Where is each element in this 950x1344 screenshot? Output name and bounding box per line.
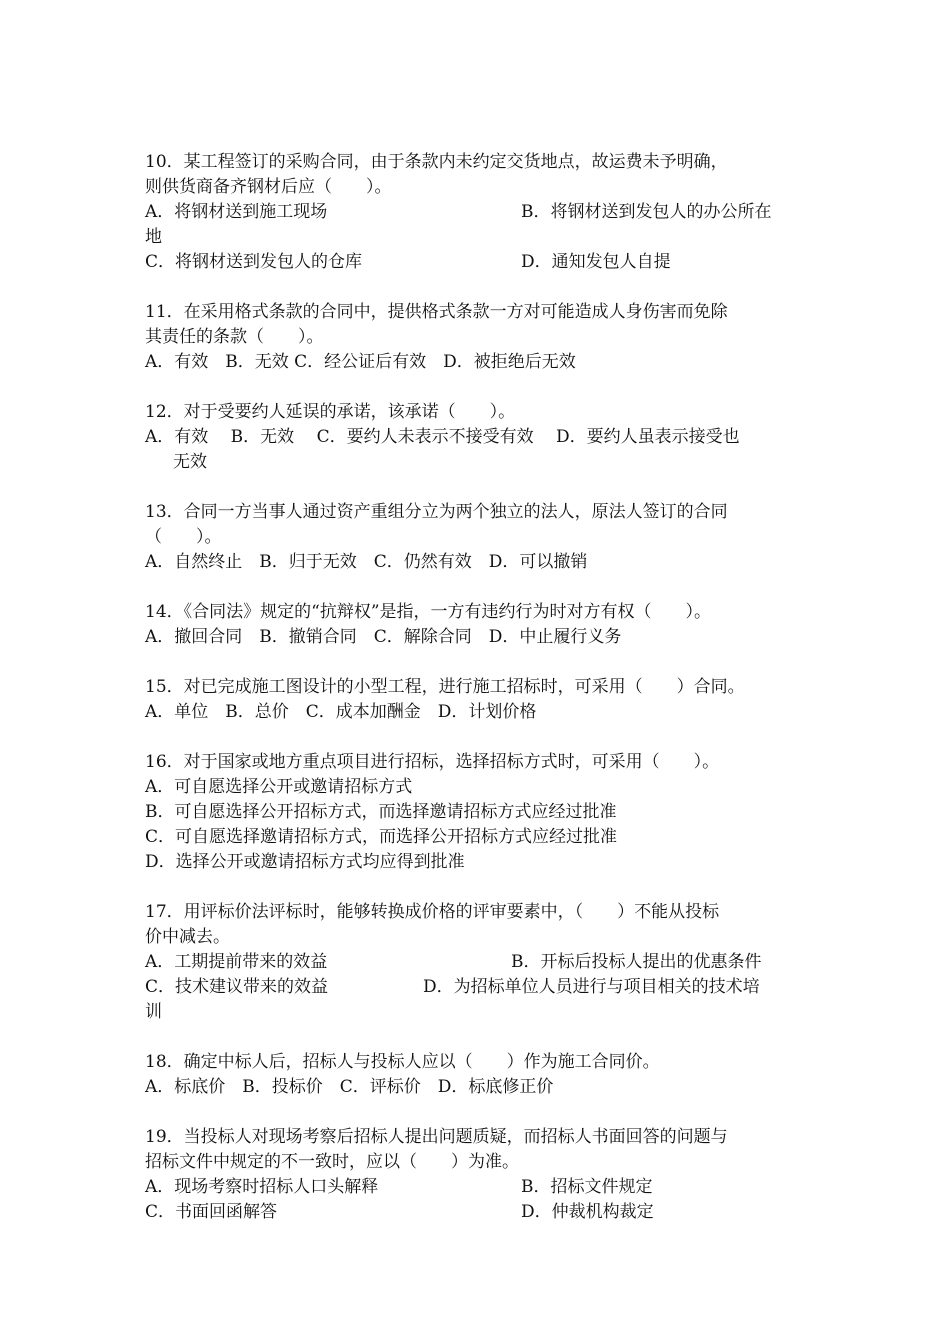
question-12-options-continued: 无效 <box>173 452 207 472</box>
question-17-stem-line-2: 价中减去。 <box>145 927 230 947</box>
question-17-stem-line-1: 17．用评标价法评标时，能够转换成价格的评审要素中，（ ）不能从投标 <box>145 902 720 922</box>
question-10-stem-line-1: 10．某工程签订的采购合同，由于条款内未约定交货地点，故运费未予明确， <box>145 152 728 172</box>
question-13 <box>145 500 810 575</box>
question-19-option-a: A．现场考察时招标人口头解释 <box>145 1177 379 1197</box>
question-19 <box>145 1125 810 1225</box>
question-12-stem-line-1: 12．对于受要约人延误的承诺，该承诺（ ）。 <box>145 402 516 422</box>
question-11-options: A．有效 B．无效 C．经公证后有效 D．被拒绝后无效 <box>145 352 576 372</box>
question-13-stem-line-1: 13．合同一方当事人通过资产重组分立为两个独立的法人，原法人签订的合同 <box>145 502 728 522</box>
question-19-option-c: C．书面回函解答 <box>145 1202 278 1222</box>
question-15 <box>145 675 810 725</box>
question-17-option-d: D．为招标单位人员进行与项目相关的技术培 <box>423 977 760 997</box>
question-19-options-cd <box>145 1200 810 1225</box>
question-17-option-c: C．技术建议带来的效益 <box>145 977 329 997</box>
question-16-option-c: C．可自愿选择邀请招标方式，而选择公开招标方式应经过批准 <box>145 827 618 847</box>
question-list <box>145 150 810 1225</box>
question-17-options-cd <box>145 975 810 1000</box>
question-14 <box>145 600 810 650</box>
question-10-option-a: A．将钢材送到施工现场 <box>145 202 328 222</box>
question-19-stem-line-1: 19．当投标人对现场考察后招标人提出问题质疑，而招标人书面回答的问题与 <box>145 1127 728 1147</box>
question-17 <box>145 900 810 1025</box>
question-14-options: A．撤回合同 B．撤销合同 C．解除合同 D．中止履行义务 <box>145 627 622 647</box>
question-16-option-a: A．可自愿选择公开或邀请招标方式 <box>145 777 413 797</box>
question-10-options-ab <box>145 200 810 225</box>
question-19-options-ab <box>145 1175 810 1200</box>
question-15-options: A．单位 B．总价 C．成本加酬金 D．计划价格 <box>145 702 537 722</box>
question-10-options-cd <box>145 250 810 275</box>
question-19-stem-line-2: 招标文件中规定的不一致时，应以（ ）为准。 <box>145 1152 519 1172</box>
question-12 <box>145 400 810 475</box>
question-10-option-d: D．通知发包人自提 <box>521 252 671 272</box>
question-10-option-c: C．将钢材送到发包人的仓库 <box>145 252 363 272</box>
question-16-stem-line-1: 16．对于国家或地方重点项目进行招标，选择招标方式时，可采用（ ）。 <box>145 752 720 772</box>
question-10-option-b: B．将钢材送到发包人的办公所在 <box>521 202 772 222</box>
question-17-options-ab <box>145 950 810 975</box>
question-17-option-b: B．开标后投标人提出的优惠条件 <box>511 952 762 972</box>
question-15-stem-line-1: 15．对已完成施工图设计的小型工程，进行施工招标时，可采用（ ）合同。 <box>145 677 745 697</box>
question-19-option-b: B．招标文件规定 <box>521 1177 653 1197</box>
question-13-options: A．自然终止 B．归于无效 C．仍然有效 D．可以撤销 <box>145 552 588 572</box>
question-16-option-d: D．选择公开或邀请招标方式均应得到批准 <box>145 852 465 872</box>
question-18 <box>145 1050 810 1100</box>
question-17-option-d-continued: 训 <box>145 1002 162 1022</box>
question-10 <box>145 150 810 275</box>
question-13-stem-line-2: （ ）。 <box>145 527 222 547</box>
question-19-option-d: D．仲裁机构裁定 <box>521 1202 654 1222</box>
question-14-stem-line-1: 14．《合同法》规定的“抗辩权”是指，一方有违约行为时对方有权（ ）。 <box>145 602 712 622</box>
question-16-option-b: B．可自愿选择公开招标方式，而选择邀请招标方式应经过批准 <box>145 802 617 822</box>
question-12-options: A．有效 B．无效 C．要约人未表示不接受有效 D．要约人虽表示接受也 <box>145 427 740 447</box>
question-11-stem-line-2: 其责任的条款（ ）。 <box>145 327 324 347</box>
question-18-options: A．标底价 B．投标价 C．评标价 D．标底修正价 <box>145 1077 554 1097</box>
question-11 <box>145 300 810 375</box>
question-10-option-b-continued: 地 <box>145 227 162 247</box>
question-10-stem-line-2: 则供货商备齐钢材后应（ ）。 <box>145 177 392 197</box>
question-11-stem-line-1: 11．在采用格式条款的合同中，提供格式条款一方对可能造成人身伤害而免除 <box>145 302 728 322</box>
question-16 <box>145 750 810 875</box>
question-18-stem-line-1: 18．确定中标人后，招标人与投标人应以（ ）作为施工合同价。 <box>145 1052 660 1072</box>
question-17-option-a: A．工期提前带来的效益 <box>145 952 328 972</box>
